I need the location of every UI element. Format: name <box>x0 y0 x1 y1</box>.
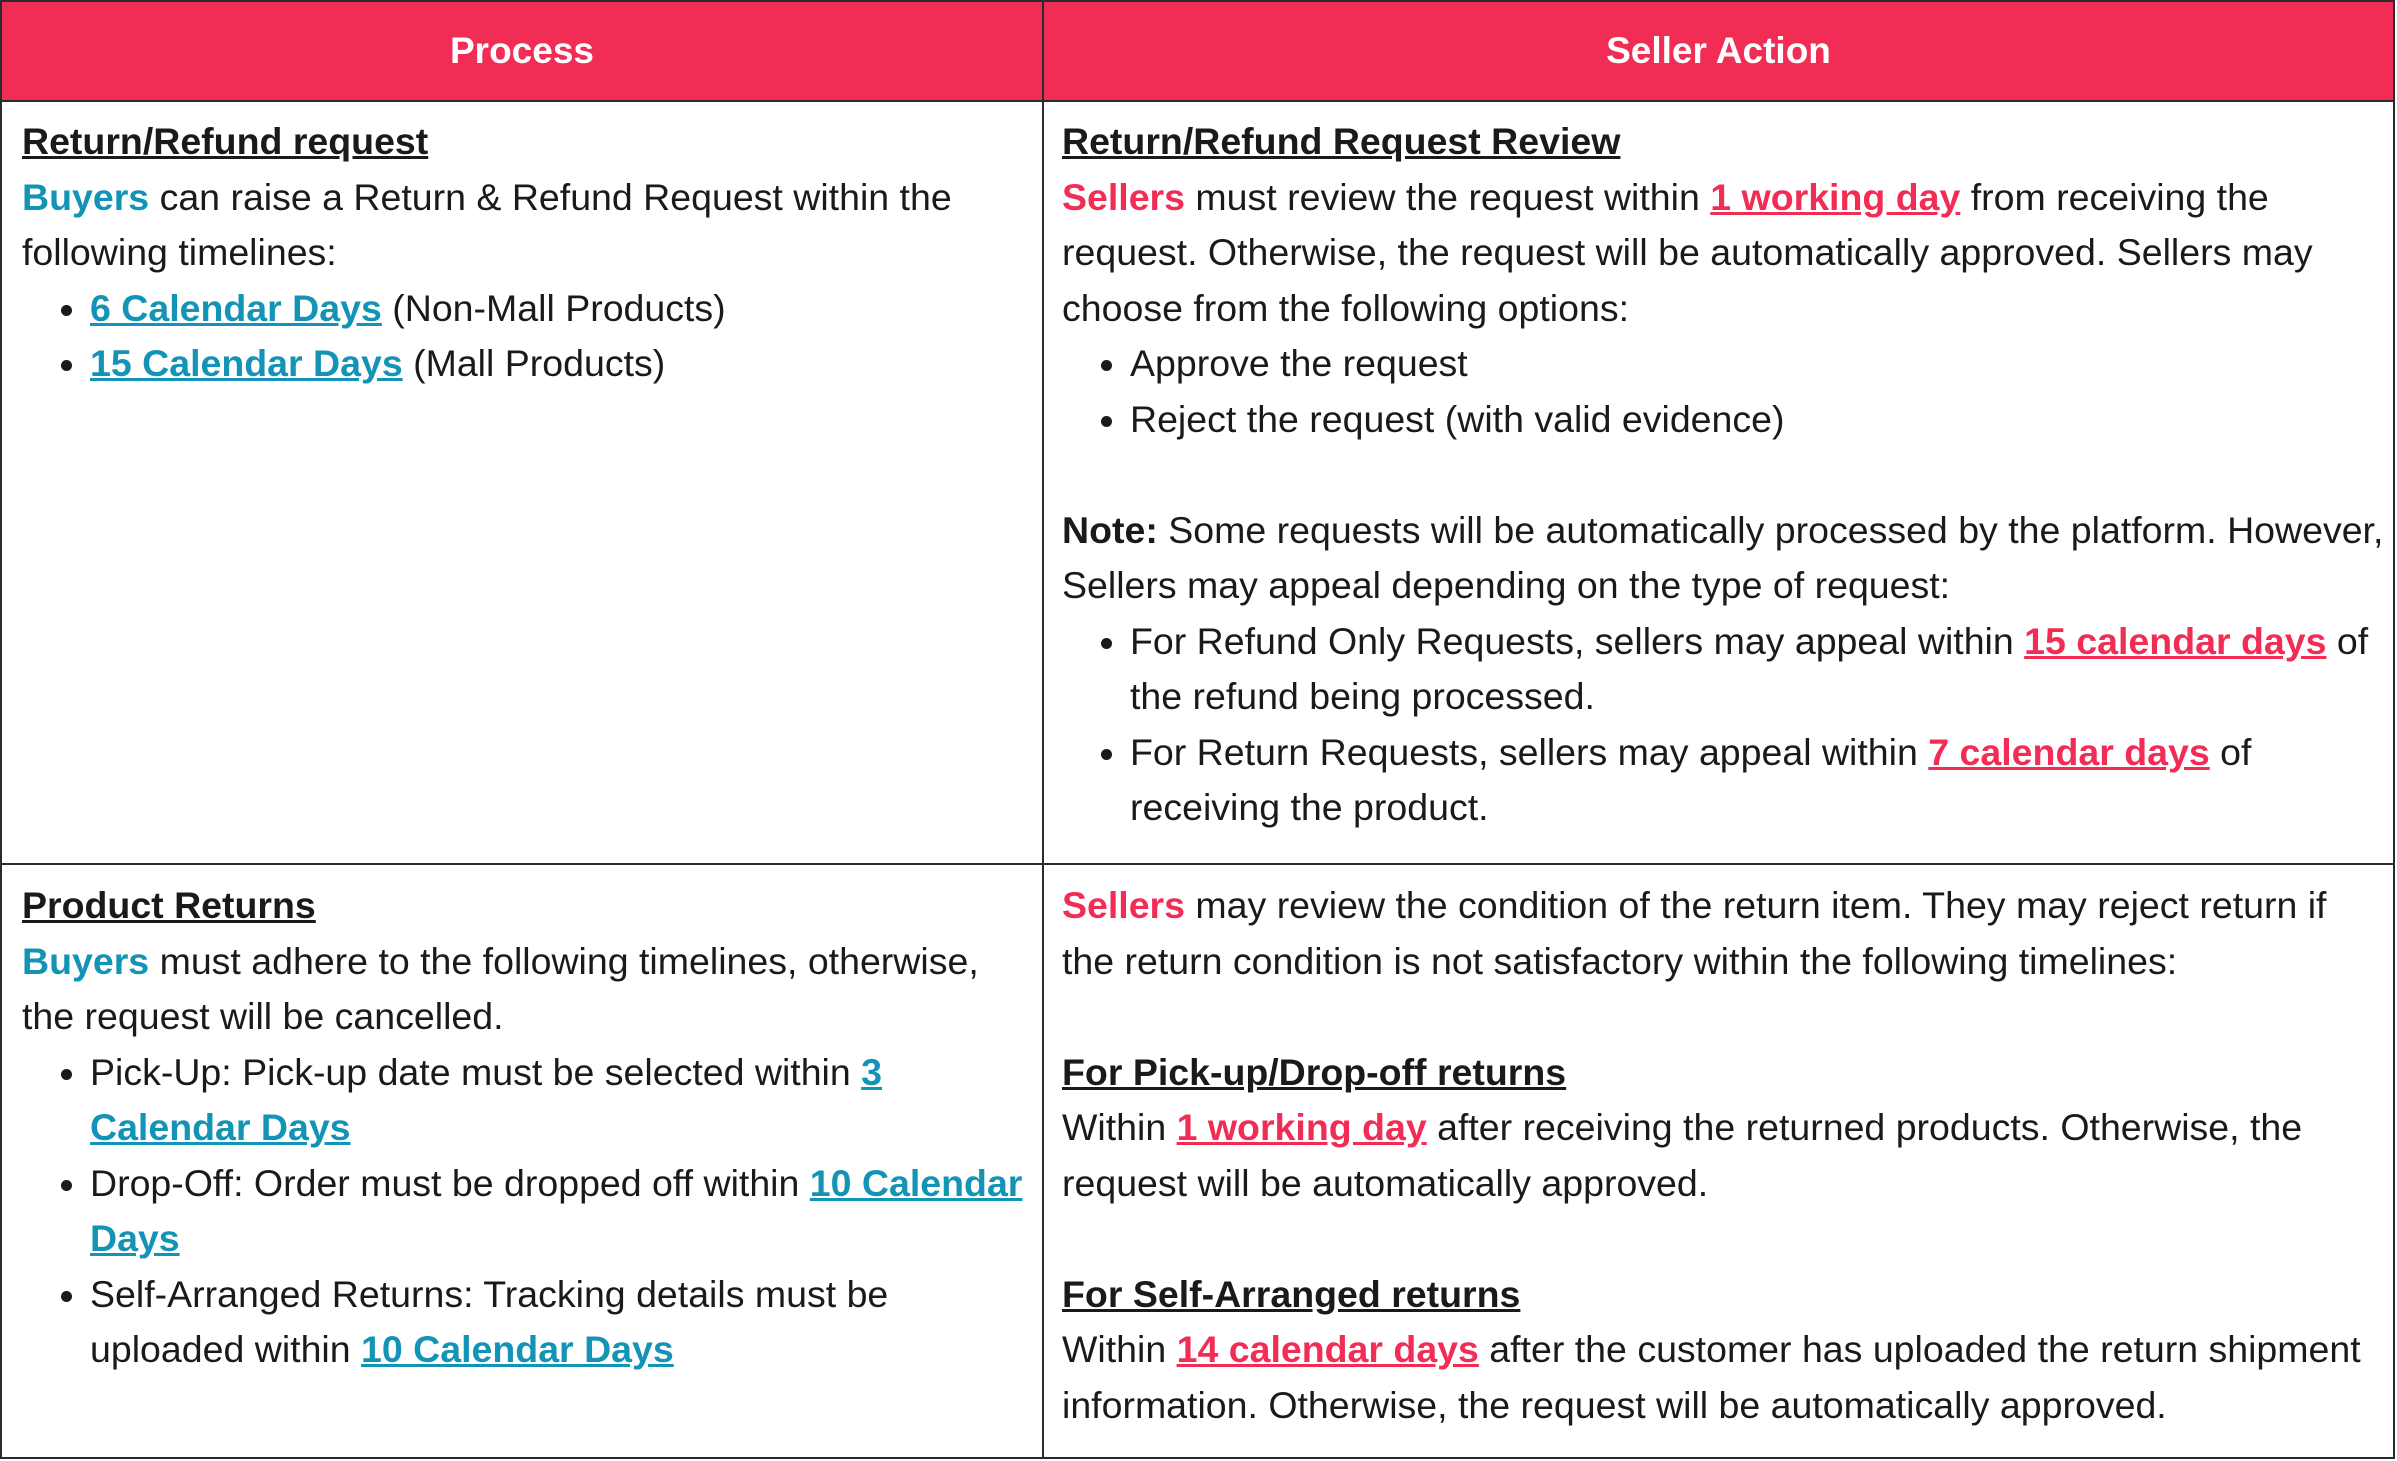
pickup-dropoff-title: For Pick-up/Drop-off returns <box>1062 1050 1567 1093</box>
list-item <box>90 1156 1027 1267</box>
timeline-link[interactable]: 7 calendar days <box>1928 730 2210 773</box>
timeline-link[interactable]: 10 Calendar Days <box>361 1328 674 1370</box>
pickup-dropoff-text <box>1062 1100 2387 1211</box>
buyers-label: Buyers <box>22 939 150 982</box>
timeline-link[interactable]: 15 calendar days <box>2024 619 2327 662</box>
seller-cell-return-condition <box>1062 878 2387 1433</box>
timeline-link[interactable]: 15 Calendar Days <box>90 342 403 384</box>
seller-title-request-review: Return/Refund Request Review <box>1062 120 1621 162</box>
header-process: Process <box>2 2 1042 100</box>
buyers-label: Buyers <box>22 175 150 218</box>
process-intro <box>22 934 1027 1045</box>
list-item <box>1130 725 2387 836</box>
pickup-text-a: Within <box>1062 1106 1177 1148</box>
seller-condition-body: may review the condition of the return item. They may reject return if the return condition is not satisfactory within the following timelines: <box>1062 884 2327 982</box>
timeline-link[interactable]: 1 working day <box>1176 1106 1427 1148</box>
self-arranged-text <box>1062 1322 2387 1433</box>
spacer <box>1062 1211 2387 1267</box>
list-item <box>90 336 1027 392</box>
process-cell-product-returns <box>22 878 1027 1378</box>
timeline-link[interactable]: 3 Calendar Days <box>90 1050 883 1148</box>
appeal-text-b: of receiving the product. <box>1130 730 2252 828</box>
appeal-text-b: of the refund being processed. <box>1130 619 2369 717</box>
seller-cell-request-review <box>1062 114 2387 836</box>
list-item-text: Pick-Up: Pick-up date must be selected within <box>90 1050 862 1093</box>
row-divider <box>2 863 2393 865</box>
note-label: Note: <box>1062 508 1158 551</box>
spacer <box>1062 989 2387 1045</box>
process-timeline-list <box>22 281 1027 392</box>
spacer <box>1062 447 2387 503</box>
list-item <box>1130 614 2387 725</box>
list-item: • Reject the request (with valid evidence) <box>1130 392 2387 448</box>
self-arranged-title: For Self-Arranged returns <box>1062 1272 1521 1315</box>
list-item-text: Self-Arranged Returns: Tracking details must be uploaded within <box>90 1272 889 1370</box>
list-item-text: (Mall Products) <box>402 342 666 384</box>
seller-condition-text <box>1062 878 2387 989</box>
timeline-link[interactable]: 6 Calendar Days <box>90 286 382 329</box>
pickup-text-b: after receiving the returned products. Otherwise, the request will be automatically approved. <box>1062 1106 2303 1204</box>
sellers-label: Sellers <box>1062 175 1186 218</box>
seller-appeals-list <box>1062 614 2387 836</box>
self-text-a: Within <box>1062 1328 1177 1370</box>
note-text: Some requests will be automatically processed by the platform. However, Sellers may appeal depending on the type of request: <box>1062 508 2384 606</box>
seller-options-list <box>1062 336 2387 447</box>
seller-review-text-b: from receiving the request. Otherwise, the request will be automatically approved. Sellers may choose from the following options: <box>1062 175 2313 329</box>
process-title-return-refund: Return/Refund request <box>22 120 429 162</box>
list-item <box>90 1267 1027 1378</box>
header-seller-action: Seller Action <box>1044 2 2393 100</box>
header-divider <box>2 100 2393 102</box>
appeal-text-a: For Return Requests, sellers may appeal within <box>1130 730 1929 773</box>
column-divider <box>1042 2 1044 1457</box>
timeline-link[interactable]: 10 Calendar Days <box>90 1161 1023 1259</box>
timeline-link[interactable]: 14 calendar days <box>1176 1328 1479 1370</box>
list-item: • Approve the request <box>1130 336 2387 392</box>
process-intro-text: can raise a Return & Refund Request within the following timelines: <box>22 175 952 273</box>
process-cell-return-refund <box>22 114 1027 392</box>
seller-note <box>1062 503 2387 614</box>
process-intro-text: must adhere to the following timelines, otherwise, the request will be cancelled. <box>22 939 979 1037</box>
list-item-text: (Non-Mall Products) <box>381 286 726 329</box>
list-item-text: Drop-Off: Order must be dropped off within <box>90 1161 810 1204</box>
self-text-b: after the customer has uploaded the return shipment information. Otherwise, the request will be automatically approved. <box>1062 1328 2361 1426</box>
appeal-text-a: For Refund Only Requests, sellers may appeal within <box>1130 619 2025 662</box>
timeline-link[interactable]: 1 working day <box>1710 175 1961 218</box>
seller-review-text-a: must review the request within <box>1185 175 1711 218</box>
seller-review-text <box>1062 170 2387 337</box>
process-returns-list <box>22 1045 1027 1378</box>
sellers-label: Sellers <box>1062 884 1186 926</box>
process-title-product-returns: Product Returns <box>22 884 316 926</box>
process-intro <box>22 170 1027 281</box>
list-item <box>90 281 1027 337</box>
list-item <box>90 1045 1027 1156</box>
